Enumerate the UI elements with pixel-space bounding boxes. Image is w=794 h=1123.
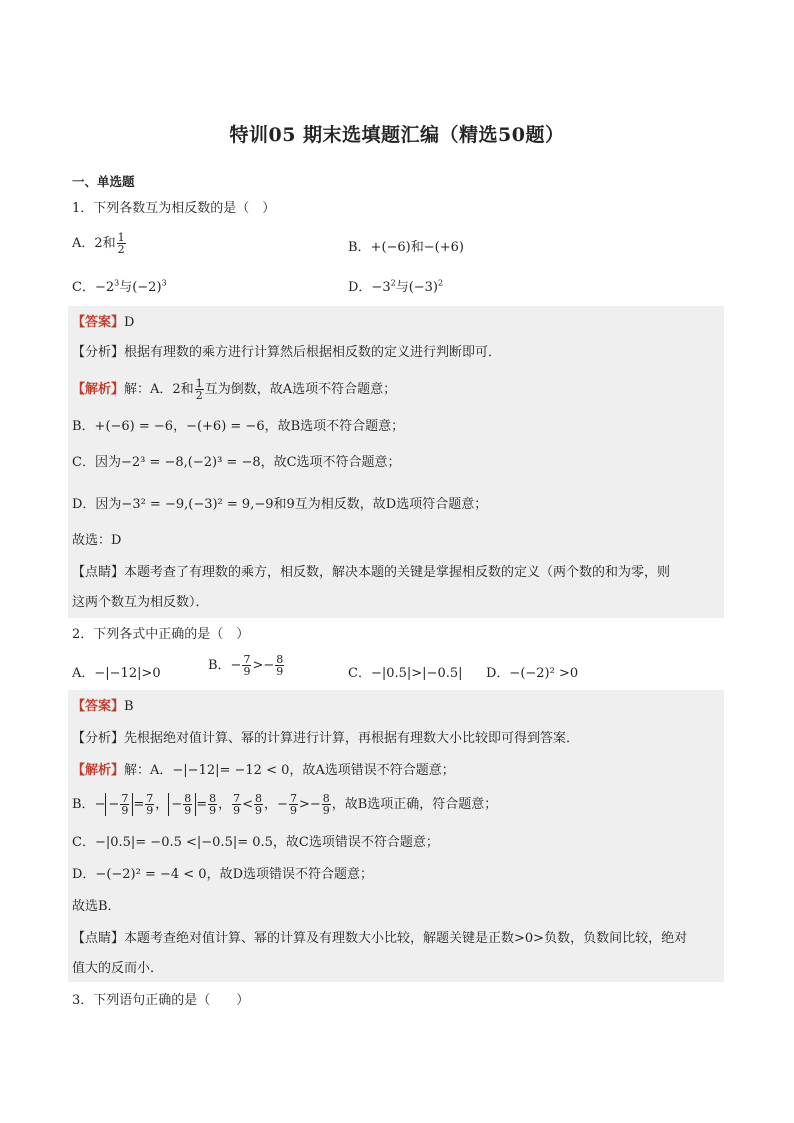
q2-option-d: D．−(−2)² >0 — [486, 666, 579, 681]
fraction: $\frac{1}{2}$ — [117, 231, 125, 256]
q2-solution-line-3: C．−|0.5|= −0.5 <|−0.5|= 0.5，故C选项错误不符合题意； — [72, 835, 439, 850]
q1-stem: 1．下列各数互为相反数的是（ ） — [72, 201, 276, 216]
q1-solution-line-4: D．因为−3² = −9,(−3)² = 9,−9和9互为相反数，故D选项符合题意； — [72, 497, 488, 512]
section-heading: 一、单选题 — [72, 174, 135, 189]
q1-option-c: C．$-2^3$与$(-2)^3$ — [72, 278, 167, 295]
fraction: $\frac{8}{9}$ — [276, 653, 284, 678]
q2-option-c: C．−|0.5|>|−0.5| — [348, 666, 463, 681]
q1-option-a: A．2和 $\frac{1}{2}$ — [72, 231, 125, 256]
fraction: $\frac{1}{2}$ — [195, 377, 203, 402]
q1-option-b: B．+(−6)和−(+6) — [348, 240, 464, 255]
fraction: $\frac{7}{9}$ — [243, 653, 251, 678]
q1-comment-line-1: 【点睛】本题考查了有理数的乘方，相反数，解决本题的关键是掌握相反数的定义（两个数的和为零，则 — [72, 565, 671, 580]
q2-comment-line-2: 值大的反而小． — [72, 961, 164, 976]
q1-solution-line-1: 【解析】解：A．2和 $\frac{1}{2}$ 互为倒数，故A选项不符合题意； — [72, 377, 397, 402]
q3-stem: 3．下列语句正确的是（ ） — [72, 993, 250, 1008]
q1-analysis: 【分析】根据有理数的乘方进行计算然后根据相反数的定义进行判断即可． — [72, 345, 502, 360]
q2-comment-line-1: 【点睛】本题考查绝对值计算、幂的计算及有理数大小比较，解题关键是正数>0>负数，负数间比较，绝对 — [72, 931, 688, 946]
q1-comment-line-2: 这两个数互为相反数）． — [72, 595, 209, 610]
page-title: 特训05 期末选填题汇编（精选50题） — [229, 124, 565, 146]
q2-option-b: B．− $\frac{7}{9}$ >− $\frac{8}{9}$ — [208, 653, 284, 678]
q1-solution-line-3: C．因为−2³ = −8,(−2)³ = −8，故C选项不符合题意； — [72, 455, 401, 470]
q1-choose: 故选：D — [72, 533, 122, 548]
q2-choose: 故选B． — [72, 899, 121, 914]
q1-solution-line-2: B．+(−6) = −6，−(+6) = −6，故B选项不符合题意； — [72, 419, 405, 434]
q2-analysis: 【分析】先根据绝对值计算、幂的计算进行计算，再根据有理数大小比较即可得到答案． — [72, 731, 580, 746]
q1-option-d: D．$-3^2$与$(-3)^2$ — [348, 278, 444, 295]
q2-solution-line-2: B．− − $\frac{7}{9}$ = $\frac{7}{9}$ ， − $\frac{8}{9}$ = $\frac{8}{9}$ ， $\frac{7}{9}$ < $\frac{8}{9}$ ，− $\frac{7}{9}$ >− $\frac{8}{9}$ ，故B选项正确，符合题意； — [72, 792, 498, 817]
q2-solution-line-4: D．−(−2)² = −4 < 0，故D选项错误不符合题意； — [72, 867, 374, 882]
q2-solution-line-1: 【解析】解：A．−|−12|= −12 < 0，故A选项错误不符合题意； — [72, 763, 455, 778]
q2-stem: 2．下列各式中正确的是（ ） — [72, 627, 250, 642]
q2-option-a: A．−|−12|>0 — [72, 666, 161, 681]
q2-answer: 【答案】B — [72, 699, 134, 714]
q1-answer: 【答案】D — [72, 315, 135, 330]
